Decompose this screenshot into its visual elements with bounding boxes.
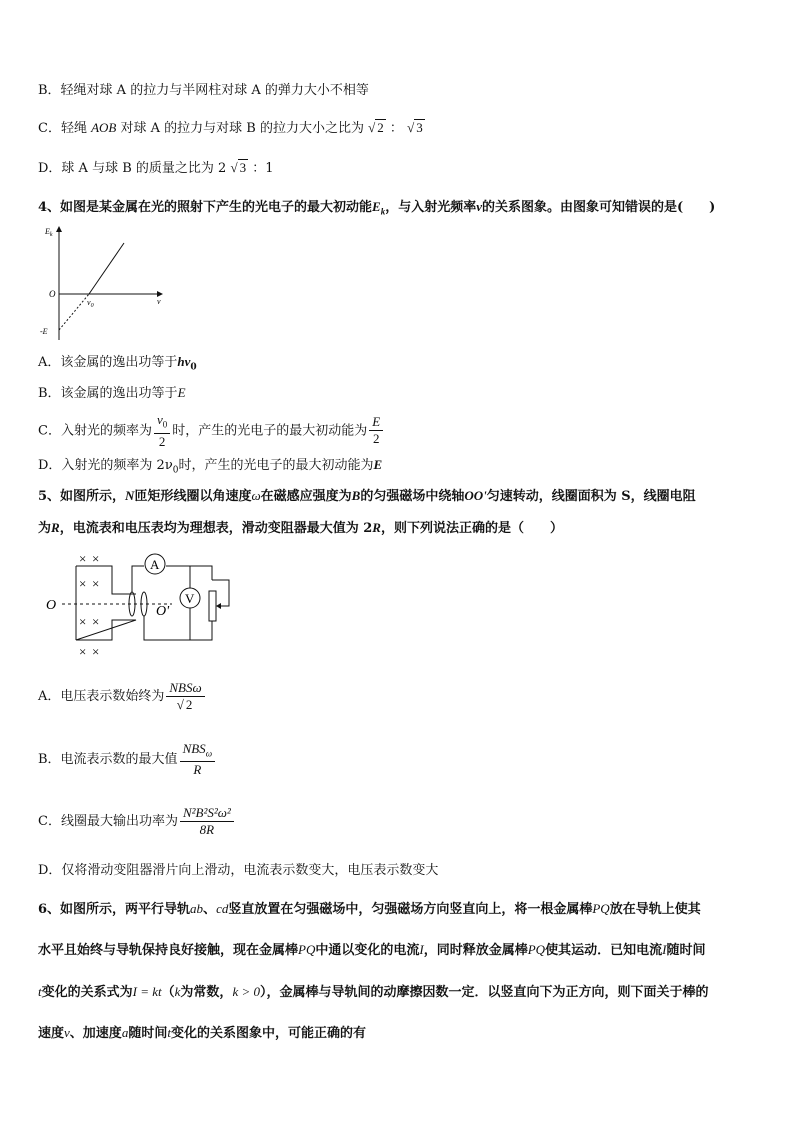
q5-voltmeter-label: V [185, 591, 195, 606]
q5-field-cross: × [79, 576, 87, 591]
q6-l1-4: 竖直放置在匀强磁场中，匀强磁场方向竖直向上，将一根金属棒 [228, 902, 593, 917]
q4-stem-ek-sub: k [380, 206, 386, 217]
fraction-numerator-e: E [369, 414, 383, 431]
fraction-den-8r: 8R [199, 822, 215, 837]
q6-l2-pq2: PQ [527, 942, 546, 957]
fraction-num-sub: 0 [162, 419, 168, 430]
q4-option-d-text-a: D．入射光的频率为 2ν [38, 458, 173, 473]
q6-l2-8: 随时间 [666, 943, 706, 958]
q6-l2-pq: PQ [298, 942, 316, 957]
q6-stem-line1 [38, 900, 701, 919]
q4-option-a [38, 353, 197, 377]
q4-graph-neg-e-label: -E [40, 327, 48, 336]
q5-field-cross: × [79, 644, 87, 659]
q4-stem-ek: E [372, 199, 381, 214]
q4-option-c [38, 412, 385, 450]
q5-line1-n: N [125, 488, 135, 503]
q6-l4-4: 随时间 [128, 1026, 168, 1041]
q4-option-a-val: hν [177, 354, 191, 369]
sqrt-3: √ 3 [407, 120, 423, 135]
q5-option-b [38, 740, 217, 780]
fraction-max-power [180, 805, 234, 838]
q4-option-b-text: B．该金属的逸出功等于 [38, 386, 178, 401]
q5-wire-bottom [144, 616, 212, 640]
sqrt-2-radicand: 2 [377, 120, 384, 135]
q5-ammeter-label: A [150, 557, 160, 572]
fraction-num-v: ν [156, 412, 163, 427]
q5-line1-oo: OO' [464, 488, 487, 503]
q5-field-cross: × [92, 614, 100, 629]
fraction-den-sqrt2: √ 2 [176, 697, 193, 712]
q5-line1-a: 5、如图所示， [38, 489, 126, 504]
q6-l3-5: 为常数， [180, 985, 233, 1000]
q6-l2-4: ，同时释放金属棒 [423, 943, 528, 958]
fraction-num-nbs-text: NBS [182, 740, 206, 756]
q6-stem-line4 [38, 1024, 366, 1043]
q5-rheostat [209, 591, 216, 621]
q4-option-b [38, 384, 186, 403]
fraction-den-r: R [193, 762, 202, 778]
fraction-nbsw-over-r [180, 741, 215, 779]
q5-circuit-diagram [44, 546, 244, 666]
q6-l2-2: 中通以变化的电流 [315, 943, 420, 958]
q4-option-b-val: E [177, 385, 186, 400]
q4-option-d-val: E [373, 457, 383, 472]
q5-field-cross: × [92, 644, 100, 659]
q5-field-cross: × [79, 551, 87, 566]
q4-option-d [38, 456, 382, 480]
q4-stem-a: 4、如图是某金属在光的照射下产生的光电子的最大初动能 [38, 200, 373, 215]
q5-line2-b: ，电流表和电压表均为理想表，滑动变阻器最大值为 2 [59, 521, 373, 536]
q6-l3-k-gt-0: k > 0 [232, 984, 260, 999]
q5-line1-bb: B [351, 488, 361, 503]
fraction-denominator: 2 [158, 433, 166, 449]
q3-option-c-mid: 对球 A 的拉力与对球 B 的拉力大小之比为 [120, 121, 364, 136]
q6-l3-formula: I = kt [132, 984, 162, 999]
q4-graph-x-label: ν [157, 297, 161, 306]
fraction-v0-over-2 [154, 412, 170, 450]
q4-graph-solid-line [89, 243, 124, 294]
sqrt-2: √ 2 [368, 120, 384, 135]
q5-rheostat-slider-arrow [216, 603, 221, 609]
q6-l3-t: t [38, 984, 42, 999]
q6-l4-t: t [167, 1025, 171, 1040]
q5-axis-o-label: O [46, 598, 57, 613]
q6-l1-cd: cd [216, 901, 229, 916]
q5-axis-o-prime-label: O' [156, 604, 170, 619]
q5-field-cross: × [79, 614, 87, 629]
fraction-denominator-2: 2 [372, 431, 380, 447]
q5-line1-w: ω [251, 488, 261, 503]
q3-option-b [38, 82, 369, 100]
fraction-num-nbs [180, 741, 215, 763]
q5-field-cross: × [92, 551, 100, 566]
q5-option-d [38, 862, 438, 880]
q4-graph-y-label: $E_k$ [45, 227, 53, 238]
q6-l1-6: 放在导轨上使其 [609, 902, 701, 917]
q5-option-d-text: D．仅将滑动变阻器滑片向上滑动，电流表示数变大，电压表示数变大 [38, 863, 439, 878]
q3-option-d-prefix: D．球 A 与球 B 的质量之比为 2 [38, 161, 227, 176]
q3-option-c-prefix: C．轻绳 [38, 121, 87, 136]
q6-l2-i: I [419, 942, 424, 957]
q3-option-d [38, 159, 274, 178]
q6-l1-0: 6、如图所示，两平行导轨 [38, 902, 191, 917]
q4-option-c-text-b: 时，产生的光电子的最大初动能为 [172, 423, 368, 439]
q6-l4-0: 速度 [38, 1026, 65, 1041]
q5-option-c-text: C．线圈最大输出功率为 [38, 814, 178, 829]
q5-option-b-text: B．电流表示数的最大值 [38, 752, 178, 767]
q5-wire-top [132, 566, 212, 592]
q5-option-c [38, 802, 236, 842]
q4-ek-graph [38, 222, 170, 344]
q5-stem-line2 [38, 519, 563, 538]
q6-stem-line3 [38, 983, 709, 1002]
sqrt2-radicand: 2 [185, 697, 193, 712]
q6-l3-k: k [174, 984, 181, 999]
q5-option-a-text: A．电压表示数始终为 [38, 689, 165, 704]
q6-l3-3: （ [161, 985, 175, 1000]
q4-option-d-text-b: 时，产生的光电子的最大初动能为 [178, 458, 374, 473]
q6-stem-line2 [38, 941, 705, 960]
q3-option-d-suffix: ：1 [252, 161, 274, 176]
q4-option-a-sub: 0 [190, 362, 197, 373]
q6-l1-2: 、 [203, 902, 217, 917]
q4-stem [38, 198, 715, 221]
q5-line2-r2: R [372, 520, 381, 535]
sqrt-3-radicand: 3 [416, 120, 423, 135]
q6-l3-7: ），金属棒与导轨间的动摩擦因数一定．以竖直向下为正方向，则下面关于棒的 [259, 985, 709, 1000]
q5-line1-d: 的匀强磁场中绕轴 [360, 489, 465, 504]
sqrt-3-d: √ 3 [230, 160, 247, 175]
q6-l3-1: 变化的关系式为 [41, 985, 133, 1000]
fraction-numerator [154, 412, 170, 434]
q5-stem-line1 [38, 487, 696, 506]
q5-line1-e: 匀速转动，线圈面积为 S，线圈电阻 [486, 489, 696, 504]
q6-l4-a: a [121, 1025, 129, 1040]
q6-l1-ab: ab [190, 901, 204, 916]
q4-stem-v: ν [476, 199, 483, 214]
q4-stem-b: ，与入射光频率 [385, 200, 477, 215]
q6-l4-2: 、加速度 [69, 1026, 122, 1041]
q5-option-a [38, 677, 207, 717]
q5-field-cross: × [92, 576, 100, 591]
fraction-num-omega-sub: ω [205, 748, 213, 759]
q4-option-a-text: A．该金属的逸出功等于 [38, 355, 178, 370]
q4-graph-origin: O [49, 289, 56, 299]
q3-option-c [38, 119, 425, 138]
q6-l1-pq: PQ [592, 901, 610, 916]
q4-graph-v0-label: $\nu_0$ [87, 298, 94, 309]
q4-graph-dashed-line [59, 294, 89, 330]
q6-l4-6: 变化的关系图象中，可能正确的有 [170, 1026, 366, 1041]
q3-option-b-text: B．轻绳对球 A 的拉力与半网柱对球 A 的弹力大小不相等 [38, 83, 369, 98]
q6-l2-i2: I [662, 942, 667, 957]
q4-stem-c: 的关系图象。由图象可知错误的是( ) [482, 200, 716, 215]
q5-line1-c: 在磁感应强度为 [260, 489, 352, 504]
q5-line2-c: ，则下列说法正确的是（ ） [380, 521, 563, 536]
fraction-e-over-2 [369, 414, 383, 447]
fraction-nbsw-over-sqrt2 [166, 680, 204, 713]
q3-option-c-aob: AOB [91, 120, 117, 135]
q6-l2-0: 水平且始终与导轨保持良好接触，现在金属棒 [38, 943, 299, 958]
fraction-num-nbsw: NBSω [166, 680, 204, 697]
q5-line2-r: R [51, 520, 60, 535]
sqrt-3-d-radicand: 3 [239, 160, 247, 175]
q4-option-c-text-a: C．入射光的频率为 [38, 423, 152, 439]
q5-line1-b: 匝矩形线圈以角速度 [134, 489, 252, 504]
q5-line2-a: 为 [38, 521, 52, 536]
q4-option-d-sub: 0 [172, 465, 179, 476]
q3-option-c-colon: ： [389, 121, 403, 136]
fraction-num-power: N²B²S²ω² [180, 805, 234, 822]
q6-l4-v: v [64, 1025, 70, 1040]
q6-l2-6: 使其运动．已知电流 [545, 943, 663, 958]
